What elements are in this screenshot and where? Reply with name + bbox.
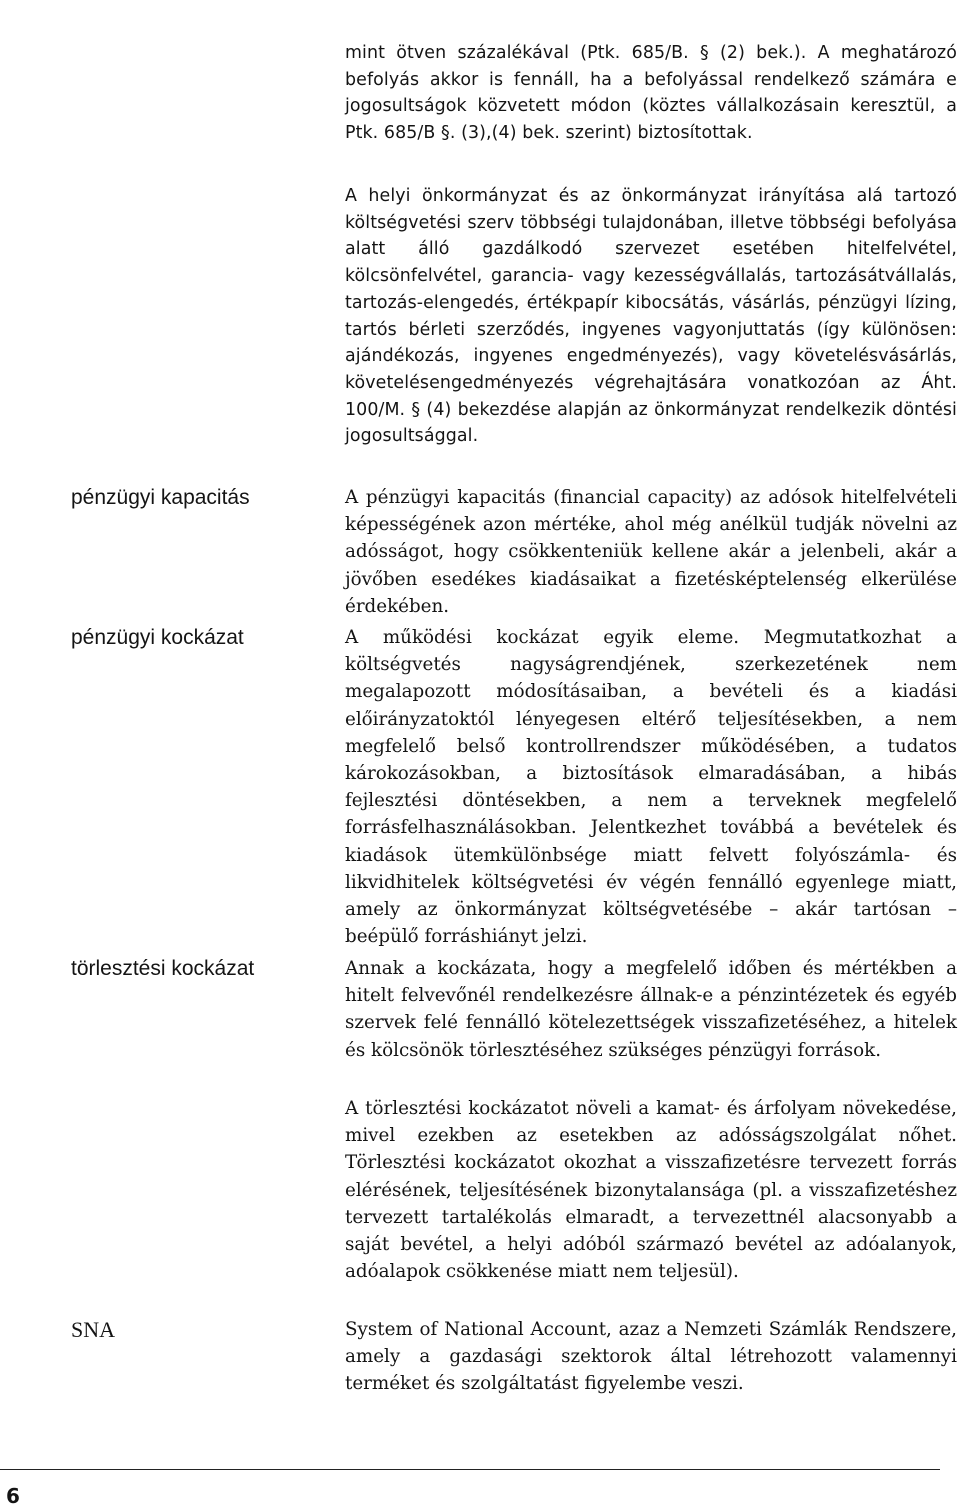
glossary-term: törlesztési kockázat (71, 957, 255, 980)
glossary-term: pénzügyi kockázat (71, 626, 244, 649)
definition-paragraph: System of National Account, azaz a Nemzeti Számlák Rendszere, amely a gazdasági szektorok által létrehozott valamennyi terméket és szolgáltatást figyelembe veszi. (345, 1319, 957, 1395)
definition-paragraph: A pénzügyi kapacitás (financial capacity) az adósok hitelfelvételi képességének azon mértéke, ahol még anélkül tudják növelni az adósságot, hogy csökkenteniük kellene akár a jelenbeli, akár a jövőben esedékes kiadásaikat a fizetésképtelenség elkerülése érdekében. (345, 487, 957, 617)
definition-paragraph: A helyi önkormányzat és az önkormányzat irányítása alá tartozó költségvetési szerv többségi tulajdonában, illetve többségi befolyása alatt álló gazdálkodó szervezet esetében hitelfelvétel, kölcsönfelvétel, garancia- vagy kezességvállalás, tartozásátvállalás, tartozás-elengedés, értékpapír kibocsátás, vásárlás, pénzügyi lízing, tartós bérleti szerződés, ingyenes vagyonjuttatás (így különösen: ajándékozás, ingyenes engedményezés), vagy követelésvásárlás, követelésengedményezés végrehajtására vonatkozóan az Áht. 100/M. § (4) bekezdése alapján az önkormányzat rendelkezik döntési jogosultsággal. (345, 186, 957, 447)
page-number: 6 (6, 1484, 20, 1508)
definition-paragraph: mint ötven százalékával (Ptk. 685/B. § (2) bek.). A meghatározó befolyás akkor is fennáll, ha a befolyással rendelkező számára e jogosultságok közvetett módon (köztes vállalkozásain keresztül, a Ptk. 685/B §. (3),(4) bek. szerint) biztosítottak. (345, 43, 957, 144)
definition-paragraph: Annak a kockázata, hogy a megfelelő időben és mértékben a hitelt felvevőnél rendelkezésre állnak-e a pénzintézetek és egyéb szervek felé fennálló kötelezettségek visszafizetéséhez, a hitelek és kölcsönök törlesztéséhez szükséges pénzügyi források. (345, 958, 957, 1061)
definition-paragraph: A működési kockázat egyik eleme. Megmutatkozhat a költségvetés nagyságrendjének, szerkezetének nem megalapozott módosításaiban, a bevételi és a kiadási előirányzatoktól lényegesen eltérő teljesítésekben, a nem megfelelő belső kontrollrendszer működésében, a tudatos károkozásokban, a biztosítások elmaradásában, a hibás fejlesztési döntésekben, a nem a terveknek megfelelő forrásfelhasználásokban. Jelentkezhet továbbá a bevételek és kiadások ütemkülönbsége miatt felvett folyószámla- és likvidhitelek költségvetési év végén fennálló egyenlege miatt, amely az önkormányzat költségvetésébe – akár tartósan – beépülő forráshiányt jelzi. (345, 627, 957, 948)
glossary-term: pénzügyi kapacitás (71, 486, 250, 509)
glossary-term: SNA (71, 1317, 116, 1342)
footer-divider (0, 1469, 940, 1470)
definition-paragraph: A törlesztési kockázatot növeli a kamat- és árfolyam növekedése, mivel ezekben az esetekben az adósságszolgálat nőhet. Törlesztési kockázatot okozhat a visszafizetésre tervezett forrás elérésének, teljesítésének bizonytalansága (pl. a visszafizetéshez tervezett tartalékolás elmaradt, a tervezettnél alacsonyabb a saját bevétel, a helyi adóból származó bevétel az adóalanyok, adóalapok csökkenése miatt nem teljesül). (345, 1098, 957, 1283)
